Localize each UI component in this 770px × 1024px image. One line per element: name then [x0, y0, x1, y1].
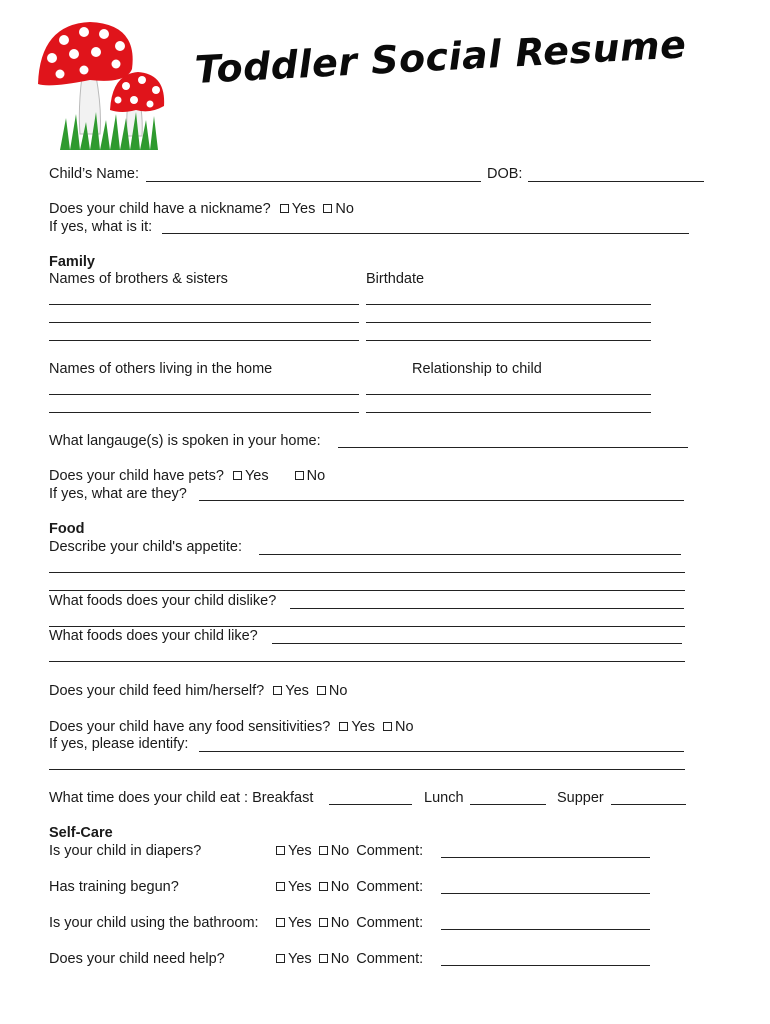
breakfast-field[interactable]: [329, 804, 412, 805]
no-label: No: [395, 719, 414, 735]
comment-label: Comment:: [356, 843, 424, 859]
feed-question: Does your child feed him/herself?: [49, 683, 265, 699]
yes-label: Yes: [351, 719, 375, 735]
self-care-heading: Self-Care: [49, 825, 113, 841]
dislike-label: What foods does your child dislike?: [49, 593, 277, 609]
self-care-question: Has training begun?: [49, 879, 179, 895]
yes-label: Yes: [244, 468, 269, 484]
relationship-label: Relationship to child: [412, 361, 542, 377]
help-no-checkbox[interactable]: [319, 954, 328, 963]
comment-label: Comment:: [356, 951, 424, 967]
identify-field[interactable]: [199, 751, 684, 752]
comment-label: Comment:: [356, 915, 424, 931]
like-field-line[interactable]: [49, 661, 685, 662]
yes-label: Yes: [288, 951, 312, 967]
feed-yes-checkbox[interactable]: [273, 686, 282, 695]
self-care-question: Is your child in diapers?: [49, 843, 202, 859]
appetite-field[interactable]: [259, 554, 681, 555]
identify-label: If yes, please identify:: [49, 736, 189, 752]
training-yes-checkbox[interactable]: [276, 882, 285, 891]
page-title: Toddler Social Resume: [193, 22, 688, 92]
relationship-field[interactable]: [366, 394, 651, 395]
nickname-no-checkbox[interactable]: [323, 204, 332, 213]
sibling-name-field[interactable]: [49, 322, 359, 323]
self-care-question: Does your child need help?: [49, 951, 225, 967]
help-comment-field[interactable]: [441, 965, 650, 966]
pets-field[interactable]: [199, 500, 684, 501]
other-name-field[interactable]: [49, 394, 359, 395]
lunch-label: Lunch: [424, 790, 464, 806]
bathroom-yes-checkbox[interactable]: [276, 918, 285, 927]
childs-name-label: Child’s Name:: [49, 166, 139, 182]
yes-label: Yes: [288, 915, 312, 931]
mushroom-illustration: [30, 14, 180, 154]
comment-label: Comment:: [356, 879, 424, 895]
pets-followup: If yes, what are they?: [49, 486, 187, 502]
sibling-birthdate-field[interactable]: [366, 340, 651, 341]
no-label: No: [330, 879, 350, 895]
like-label: What foods does your child like?: [49, 628, 258, 644]
sibling-birthdate-field[interactable]: [366, 304, 651, 305]
supper-label: Supper: [557, 790, 604, 806]
pets-yes-checkbox[interactable]: [233, 471, 242, 480]
training-comment-field[interactable]: [441, 893, 650, 894]
dislike-field[interactable]: [290, 608, 684, 609]
appetite-label: Describe your child's appetite:: [49, 539, 242, 555]
appetite-field-line[interactable]: [49, 590, 685, 591]
birthdate-label: Birthdate: [366, 271, 425, 287]
yes-label: Yes: [288, 843, 312, 859]
nickname-yes-checkbox[interactable]: [280, 204, 289, 213]
no-label: No: [330, 915, 350, 931]
lunch-field[interactable]: [470, 804, 546, 805]
yes-label: Yes: [288, 879, 312, 895]
no-label: No: [306, 468, 326, 484]
yes-label: Yes: [285, 683, 309, 699]
supper-field[interactable]: [611, 804, 686, 805]
dislike-field-line[interactable]: [49, 626, 685, 627]
dob-label: DOB:: [487, 166, 523, 182]
nickname-field[interactable]: [162, 233, 689, 234]
language-field[interactable]: [338, 447, 688, 448]
bathroom-no-checkbox[interactable]: [319, 918, 328, 927]
sibling-birthdate-field[interactable]: [366, 322, 651, 323]
diapers-comment-field[interactable]: [441, 857, 650, 858]
siblings-label: Names of brothers & sisters: [49, 271, 228, 287]
language-question: What langauge(s) is spoken in your home:: [49, 433, 321, 449]
nickname-followup: If yes, what is it:: [49, 219, 153, 235]
childs-name-field[interactable]: [146, 181, 481, 182]
family-heading: Family: [49, 254, 95, 270]
training-no-checkbox[interactable]: [319, 882, 328, 891]
identify-field-line[interactable]: [49, 769, 685, 770]
no-label: No: [328, 683, 348, 699]
feed-no-checkbox[interactable]: [317, 686, 326, 695]
no-label: No: [335, 201, 354, 217]
other-name-field[interactable]: [49, 412, 359, 413]
sibling-name-field[interactable]: [49, 304, 359, 305]
sibling-name-field[interactable]: [49, 340, 359, 341]
relationship-field[interactable]: [366, 412, 651, 413]
sensitivities-yes-checkbox[interactable]: [339, 722, 348, 731]
nickname-question: Does your child have a nickname?: [49, 201, 271, 217]
help-yes-checkbox[interactable]: [276, 954, 285, 963]
no-label: No: [330, 843, 350, 859]
bathroom-comment-field[interactable]: [441, 929, 650, 930]
diapers-no-checkbox[interactable]: [319, 846, 328, 855]
yes-label: Yes: [291, 201, 316, 217]
like-field[interactable]: [272, 643, 682, 644]
pets-no-checkbox[interactable]: [295, 471, 304, 480]
eat-time-label: What time does your child eat : Breakfast: [49, 790, 314, 806]
sensitivities-no-checkbox[interactable]: [383, 722, 392, 731]
appetite-field-line[interactable]: [49, 572, 685, 573]
food-heading: Food: [49, 521, 85, 537]
pets-question: Does your child have pets?: [49, 468, 224, 484]
no-label: No: [330, 951, 350, 967]
others-label: Names of others living in the home: [49, 361, 273, 377]
dob-field[interactable]: [528, 181, 704, 182]
self-care-question: Is your child using the bathroom:: [49, 915, 259, 931]
sensitivities-question: Does your child have any food sensitivities?: [49, 719, 331, 735]
diapers-yes-checkbox[interactable]: [276, 846, 285, 855]
